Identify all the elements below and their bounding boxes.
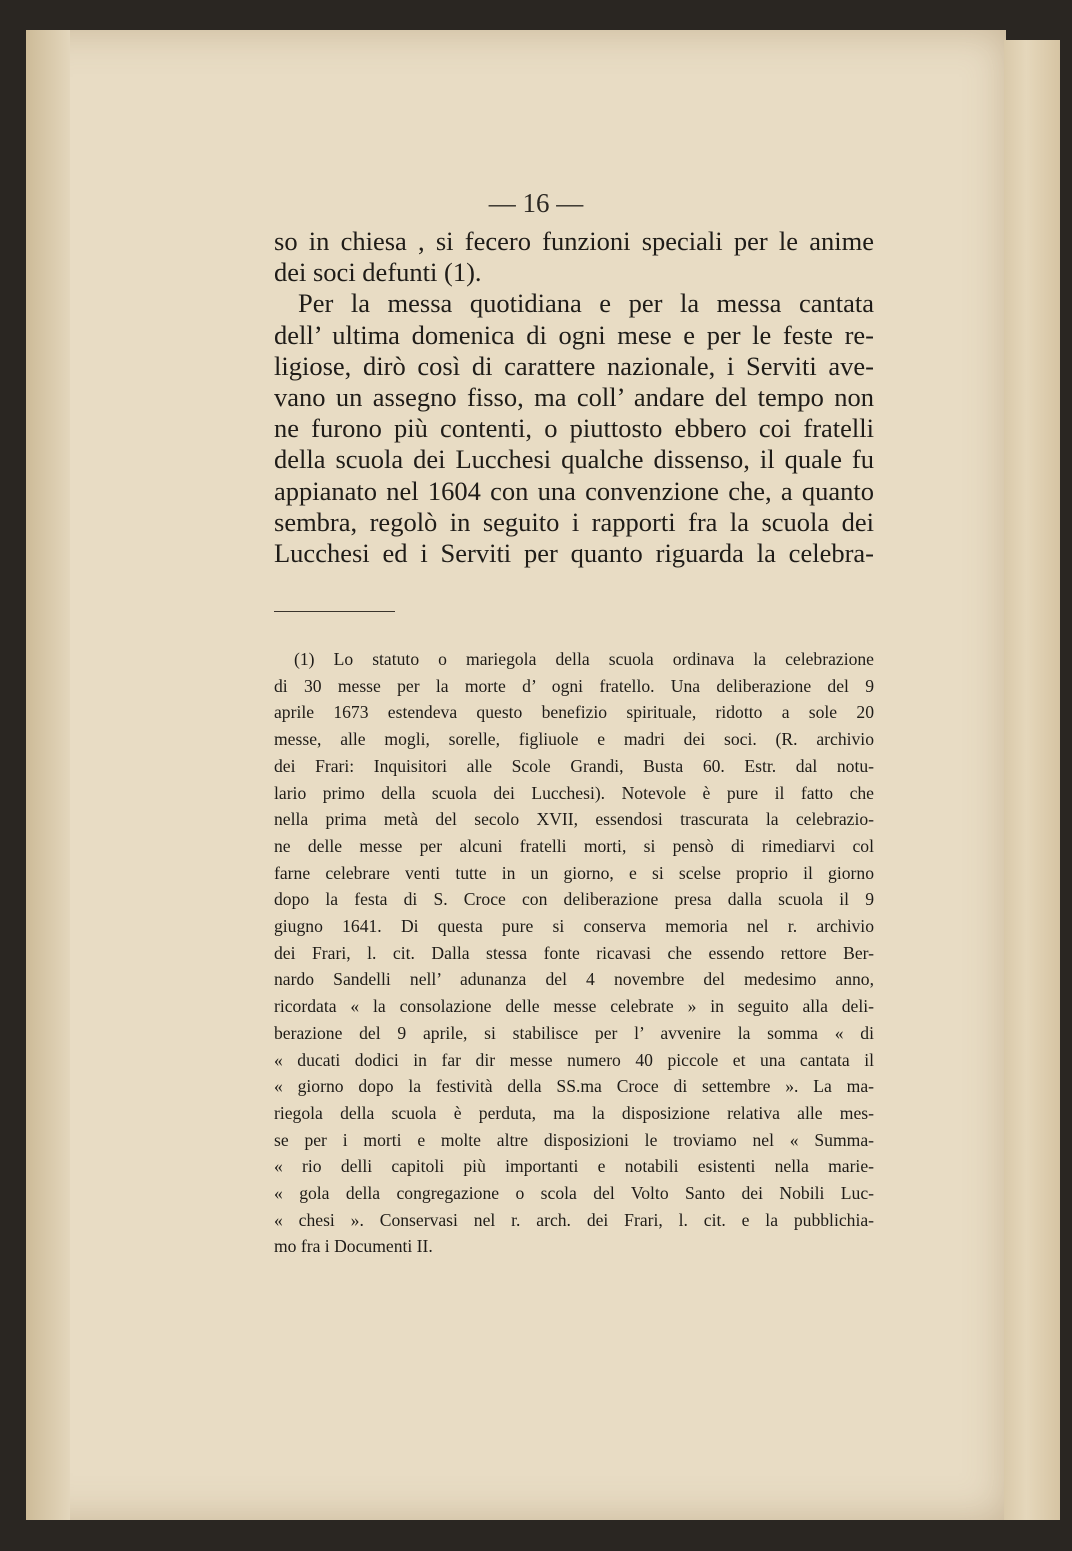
- body-line: della scuola dei Lucchesi qualche dissenso, il quale fu: [274, 444, 874, 475]
- body-line: Per la messa quotidiana e per la messa cantata: [298, 288, 874, 319]
- footnote-line: « rio delli capitoli più importanti e notabili esistenti nella marie-: [274, 1156, 874, 1177]
- body-line: dei soci defunti (1).: [274, 257, 482, 288]
- page-binding-shadow: [26, 30, 70, 1520]
- adjacent-page-edge: [1004, 40, 1060, 1520]
- body-text: [274, 226, 874, 569]
- footnote-line: « giorno dopo la festività della SS.ma Croce di settembre ». La ma-: [274, 1076, 874, 1097]
- footnote-line: dei Frari: Inquisitori alle Scole Grandi, Busta 60. Estr. dal notu-: [274, 755, 874, 776]
- body-line: dell’ ultima domenica di ogni mese e per le feste re-: [274, 319, 874, 350]
- footnote-line: « ducati dodici in far dir messe numero 40 piccole et una cantata il: [274, 1049, 874, 1070]
- body-line: appianato nel 1604 con una convenzione che, a quanto: [274, 475, 874, 506]
- footnote-line: mo fra i Documenti II.: [274, 1236, 433, 1257]
- body-line: sembra, regolò in seguito i rapporti fra la scuola dei: [274, 506, 874, 537]
- footnote-line: dopo la festa di S. Croce con deliberazione presa dalla scuola il 9: [274, 889, 874, 910]
- footnote-line: « chesi ». Conservasi nel r. arch. dei Frari, l. cit. e la pubblichia-: [274, 1209, 874, 1230]
- footnote-line: giugno 1641. Di questa pure si conserva memoria nel r. archivio: [274, 916, 874, 937]
- footnote-line: messe, alle mogli, sorelle, figliuole e madri dei soci. (R. archivio: [274, 729, 874, 750]
- footnote-line: dei Frari, l. cit. Dalla stessa fonte ricavasi che essendo rettore Ber-: [274, 942, 874, 963]
- body-line: ligiose, dirò così di carattere nazionale, i Serviti ave-: [274, 350, 874, 381]
- body-line: vano un assegno fisso, ma coll’ andare del tempo non: [274, 382, 874, 413]
- body-line: so in chiesa , si fecero funzioni speciali per le anime: [274, 226, 874, 256]
- footnote-line: nella prima metà del secolo XVII, essendosi trascurata la celebrazio-: [274, 809, 874, 830]
- footnote-line: lario primo della scuola dei Lucchesi). Notevole è pure il fatto che: [274, 782, 874, 803]
- footnote-line: di 30 messe per la morte d’ ogni fratello. Una deliberazione del 9: [274, 675, 874, 696]
- body-line: ne furono più contenti, o piuttosto ebbero coi fratelli: [274, 413, 874, 444]
- footnote-line: riegola della scuola è perduta, ma la disposizione relativa alle mes-: [274, 1102, 874, 1123]
- footnote-line: ne delle messe per alcuni fratelli morti, si pensò di rimediarvi col: [274, 835, 874, 856]
- body-line: Lucchesi ed i Serviti per quanto riguarda la celebra-: [274, 538, 874, 569]
- footnote-line: ricordata « la consolazione delle messe celebrate » in seguito alla deli-: [274, 996, 874, 1017]
- footnote-line: nardo Sandelli nell’ adunanza del 4 novembre del medesimo anno,: [274, 969, 874, 990]
- footnote-line: berazione del 9 aprile, si stabilisce per l’ avvenire la somma « di: [274, 1022, 874, 1043]
- footnote-separator: [274, 611, 395, 612]
- footnote-line: « gola della congregazione o scola del Volto Santo dei Nobili Luc-: [274, 1183, 874, 1204]
- footnote-text: [274, 646, 874, 1260]
- footnote-line: se per i morti e molte altre disposizioni le troviamo nel « Summa-: [274, 1129, 874, 1150]
- footnote-line: aprile 1673 estendeva questo benefizio spirituale, ridotto a sole 20: [274, 702, 874, 723]
- footnote-line: (1) Lo statuto o mariegola della scuola ordinava la celebrazione: [294, 649, 874, 669]
- footnote-line: farne celebrare venti tutte in un giorno, e si scelse proprio il giorno: [274, 862, 874, 883]
- page-number: — 16 —: [488, 188, 584, 218]
